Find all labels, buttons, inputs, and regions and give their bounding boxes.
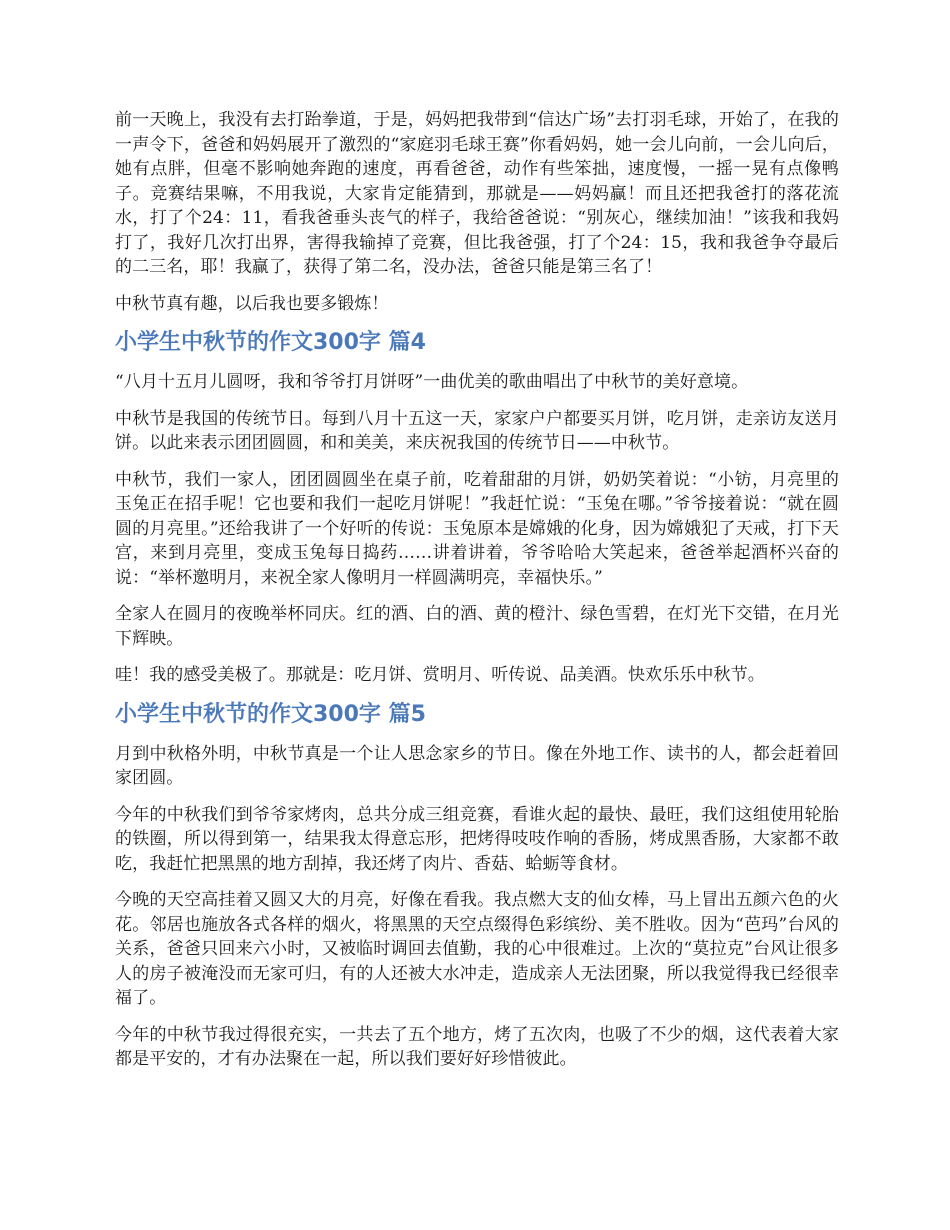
paragraph: 中秋节真有趣，以后我也要多锻炼！ (115, 293, 389, 314)
section-heading: 小学生中秋节的作文300字 篇5 (115, 701, 426, 727)
paragraph: 哇！我的感受美极了。那就是：吃月饼、赏明月、听传说、品美酒。快欢乐乐中秋节。 (115, 665, 765, 685)
paragraph: 今年的中秋我们到爷爷家烤肉，总共分成三组竞赛，看谁火起的最快、最旺，我们这组使用轮胎的铁圈，所以得到第一，结果我太得意忘形，把烤得吱吱作响的香肠，烤成黑香肠，大家都不敢吃，我赶忙把黑黑的地方刮掉，我还烤了肉片、香菇、蛤蛎等食材。 (115, 804, 839, 874)
paragraph: 中秋节，我们一家人，团团圆圆坐在桌子前，吃着甜甜的月饼，奶奶笑着说：“小钫，月亮里的玉兔正在招手呢！它也要和我们一起吃月饼呢！”我赶忙说：“玉兔在哪。”爷爷接着说：“就在圆圆的月亮里。”还给我讲了一个好听的传说：玉兔原本是嫦娥的化身，因为嫦娥犯了天戒，打下天宫，来到月亮里，变成玉兔每日捣药……讲着讲着，爷爷哈哈大笑起来，爸爸举起酒杯兴奋的说：“举杯邀明月，来祝全家人像明月一样圆满明亮，幸福快乐。” (115, 469, 839, 588)
paragraph: 中秋节是我国的传统节日。每到八月十五这一天，家家户户都要买月饼，吃月饼，走亲访友送月饼。以此来表示团团圆圆，和和美美，来庆祝我国的传统节日——中秋节。 (115, 408, 839, 453)
paragraph: 今年的中秋节我过得很充实，一共去了五个地方，烤了五次肉，也吸了不少的烟，这代表着大家都是平安的，才有办法聚在一起，所以我们要好好珍惜彼此。 (115, 1024, 839, 1069)
paragraph: 月到中秋格外明，中秋节真是一个让人思念家乡的节日。像在外地工作、读书的人，都会赶着回家团圆。 (115, 743, 839, 788)
paragraph: “八月十五月儿圆呀，我和爷爷打月饼呀”一曲优美的歌曲唱出了中秋节的美好意境。 (115, 372, 749, 392)
paragraph: 今晚的天空高挂着又圆又大的月亮，好像在看我。我点燃大支的仙女棒，马上冒出五颜六色的火花。邻居也施放各式各样的烟火，将黑黑的天空点缀得色彩缤纷、美不胜收。因为“芭玛”台风的关系，爸爸只回来六小时，又被临时调回去值勤，我的心中很难过。上次的“莫拉克”台风让很多人的房子被淹没而无家可归，有的人还被大水冲走，造成亲人无法团聚，所以我觉得我已经很幸福了。 (115, 890, 839, 1008)
paragraph: 全家人在圆月的夜晚举杯同庆。红的酒、白的酒、黄的橙汁、绿色雪碧，在灯光下交错，在月光下辉映。 (115, 604, 839, 649)
document-page (115, 108, 839, 1084)
section-heading: 小学生中秋节的作文300字 篇4 (115, 330, 426, 355)
paragraph: 前一天晚上，我没有去打跆拳道，于是，妈妈把我带到“信达广场”去打羽毛球，开始了，在我的一声令下，爸爸和妈妈展开了激烈的“家庭羽毛球王赛”你看妈妈，她一会儿向前，一会儿向后，她有点胖，但毫不影响她奔跑的速度，再看爸爸，动作有些笨拙，速度慢，一摇一晃有点像鸭子。竞赛结果嘛，不用我说，大家肯定能猜到，那就是——妈妈赢！而且还把我爸打的落花流水，打了个24：11，看我爸垂头丧气的样子，我给爸爸说：“别灰心，继续加油！”该我和我妈打了，我好几次打出界，害得我输掉了竞赛，但比我爸强，打了个24：15，我和我爸争夺最后的二三名，耶！我赢了，获得了第二名，没办法，爸爸只能是第三名了！ (115, 110, 839, 277)
